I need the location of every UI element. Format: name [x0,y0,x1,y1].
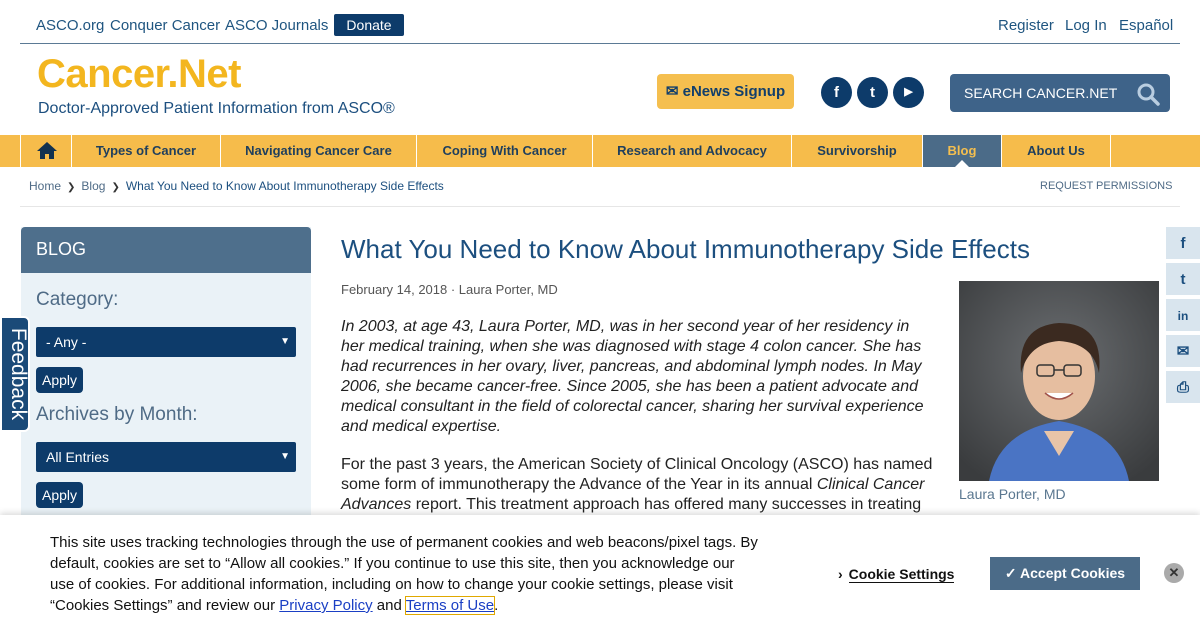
archives-select-value: All Entries [46,449,110,465]
cookie-message: This site uses tracking technologies through the use of permanent cookies and web beacons/pixel tags. By default, cookies are set to “Allow all cookies.” If you continue to use this site, then you acknowledge our use of cookies. For additional information, including on how to change your cookie settings, please visit “Cookies Settings” and review our [50,534,758,614]
divider [20,206,1180,207]
caret-down-icon: ▼ [280,451,290,462]
archives-apply-button[interactable]: Apply [36,482,83,508]
nav-survivorship[interactable]: Survivorship [792,135,923,167]
main-nav [0,135,1200,167]
archives-label: Archives by Month: [36,404,198,425]
cookie-period: . [494,597,499,614]
print-icon[interactable]: ⎙ [1166,371,1200,405]
body-text: For the past 3 years, the American Society of Clinical Oncology (ASCO) has named some form of immunotherapy the Advance of the Year in its annual [341,456,933,493]
breadcrumb-current: What You Need to Know About Immunotherapy Side Effects [125,179,444,193]
nav-home[interactable] [20,135,72,167]
terms-of-use-link[interactable]: Terms of Use [405,597,495,614]
link-espanol[interactable]: Español [1119,17,1174,34]
breadcrumb-blog[interactable]: Blog [81,179,106,193]
cookie-settings-button[interactable] [838,566,954,582]
accept-cookies-button[interactable]: ✓ Accept Cookies [990,557,1140,590]
nav-navigating-cancer-care[interactable]: Navigating Cancer Care [221,135,417,167]
photo-caption: Laura Porter, MD [959,486,1066,502]
nav-coping-with-cancer[interactable]: Coping With Cancer [417,135,593,167]
active-tab-caret [955,160,969,167]
nav-blog[interactable]: Blog [923,135,1002,167]
site-tagline: Doctor-Approved Patient Information from ASCO® [38,100,395,117]
link-conquer-cancer[interactable]: Conquer Cancer [110,17,221,34]
enews-signup-button[interactable]: ✉ eNews Signup [657,74,794,109]
utility-bar [20,0,1180,44]
report-title: Clinical Cancer Advances [341,476,925,513]
home-icon [21,135,73,167]
chevron-right-icon: › [838,566,843,582]
cookie-text [50,532,760,616]
link-register[interactable]: Register [998,17,1054,34]
close-icon[interactable]: ✕ [1164,563,1184,583]
body-text: report. This treatment approach has offered many successes in treating [411,496,922,513]
nav-about-us[interactable]: About Us [1002,135,1111,167]
search-icon[interactable] [1136,82,1160,106]
search-input[interactable] [950,74,1130,112]
link-asco-org[interactable]: ASCO.org [36,17,105,34]
share-linkedin-icon[interactable]: in [1166,299,1200,333]
category-select[interactable] [36,327,296,357]
breadcrumb-home[interactable]: Home [29,179,62,193]
link-asco-journals[interactable]: ASCO Journals [225,17,329,34]
donate-button[interactable]: Donate [334,14,404,36]
blog-sidebar [21,227,311,527]
chevron-right-icon: ❯ [67,182,76,193]
article-body [341,455,936,515]
category-label: Category: [36,289,119,310]
feedback-tab[interactable] [0,316,30,432]
author-photo [959,281,1159,481]
search-box [950,74,1170,112]
link-log-in[interactable]: Log In [1065,17,1107,34]
caret-down-icon: ▼ [280,336,290,347]
facebook-icon[interactable]: f [821,77,852,108]
breadcrumb [29,179,444,193]
request-permissions-link[interactable]: REQUEST PERMISSIONS [1040,180,1173,192]
category-select-value: - Any - [46,334,87,350]
archives-select[interactable] [36,442,296,472]
share-twitter-icon[interactable]: t [1166,263,1200,297]
article-meta: February 14, 2018 · Laura Porter, MD [341,282,558,297]
youtube-icon[interactable]: ▶ [893,77,924,108]
nav-research-and-advocacy[interactable]: Research and Advocacy [593,135,792,167]
feedback-label: Feedback [7,327,30,421]
privacy-policy-link[interactable]: Privacy Policy [279,597,373,614]
share-facebook-icon[interactable]: f [1166,227,1200,261]
article-title: What You Need to Know About Immunotherapy Side Effects [341,234,1030,264]
share-email-icon[interactable]: ✉ [1166,335,1200,369]
category-apply-button[interactable]: Apply [36,367,83,393]
twitter-icon[interactable]: t [857,77,888,108]
chevron-right-icon: ❯ [111,182,120,193]
site-logo[interactable]: Cancer.Net [37,52,241,96]
article-intro: In 2003, at age 43, Laura Porter, MD, was in her second year of her residency in her medical training, when she was diagnosed with stage 4 colon cancer. She has had recurrences in her ovary, liver, pancreas, and abdominal lymph nodes. In May 2006, she became cancer-free. Since 2005, she has been a patient advocate and medical consultant in the field of colorectal cancer, sharing her survival experience and medical expertise. [341,318,924,435]
nav-types-of-cancer[interactable]: Types of Cancer [72,135,221,167]
cookie-settings-label: Cookie Settings [848,566,955,582]
sidebar-heading: BLOG [21,227,311,273]
cookie-connector: and [372,597,406,614]
cookie-banner [0,515,1200,630]
